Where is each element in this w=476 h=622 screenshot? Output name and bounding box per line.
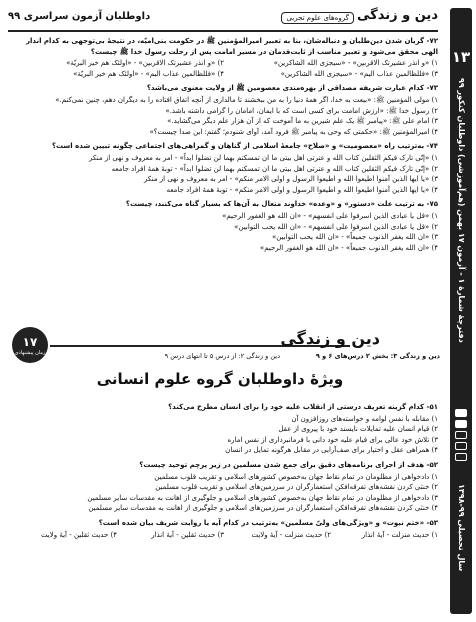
option: ۱) مولی المؤمنین ﷺ: «بیعت به خدا، اگر همهٔ دنیا را به من ببخشند تا مالداری از آنچه اتفاق افتاده را به دیگران دهم، چنین نمی‌کنم.» <box>55 95 438 104</box>
progress-dot <box>455 420 467 428</box>
option: ۴) امیرالمؤمنین ﷺ: «حکمتی که وحی به پیامبر ﷺ فرود آمد، آوای شنودم؛ گفتم: این صدا چیست؟» <box>149 127 438 136</box>
progress-dots <box>455 406 467 464</box>
page-header <box>8 10 438 32</box>
option: ۴) حدیث ثقلین - آیهٔ ولایت <box>40 530 117 539</box>
option: ۳) «ان الله یغفر الذنوب جمیعاً» - «ان الله یحب التوابین» <box>272 233 438 242</box>
question-text: ۵۲- هدف از اجرای برنامه‌های دقیق برای جمع شدن مسلمین در زیر پرچم توحید چیست؟ <box>139 460 438 469</box>
question-text: ۵۱- کدام گزینه تعریف درستی از انقلاب علیه خود را برای انسان مطرح می‌کند؟ <box>168 403 438 411</box>
header-subject-title: دین و زندگی <box>357 8 438 23</box>
option: ۴) «فللظالمین عذاب الیم» - «اولئک هم خیر البریّة» <box>73 69 224 78</box>
question-text: ۷۲- گریان شدن دین‌طلبان و دنباله‌شان، بنا به تعبیر امیرالمؤمنین ﷺ در حکومت بنی‌امیّه، در نتیجهٔ بی‌توجهی به کدام اندار الهی محقق می‌شود و تعبیر مناسب از ثابت‌قدمان در مسیر امامت پس از رحلت رسول خدا ﷺ چیست؟ <box>25 37 438 56</box>
option: ۳) «فللظالمین عذاب الیم» - «سیجزی الله الشاکرین» <box>280 69 438 78</box>
section-title: ویژهٔ داوطلبان گروه علوم انسانی <box>96 370 344 388</box>
header-exam-title: داوطلبان آزمون سراسری ۹۹ <box>8 11 151 22</box>
option: ۱) «قل یا عبادی الذین اسرفوا علی انفسهم» - «ان الله هو الغفور الرحیم» <box>222 211 438 220</box>
option: ۴) خنثی کردن نقشه‌های تفرقه‌افکن استعمارگران در سرزمین‌های اسلامی و جلوگیری از اهانت به مقدسات سایر مسلمین <box>88 504 438 513</box>
suggested-time-number: ۱۷ <box>22 335 38 349</box>
page-number: ۱۳ <box>451 48 471 66</box>
option: ۲) «و انذر عشیرتک الاقربین» - «اولئک هم خیر البریّة» <box>66 59 224 68</box>
suggested-time-label: زمان پیشنهادی <box>14 350 46 356</box>
question-block <box>10 199 438 253</box>
bottom-questions <box>10 402 438 540</box>
progress-dot <box>455 442 467 450</box>
side-academic-year: سال تحصیلی ۹۹-۱۳۹۸ <box>457 484 466 572</box>
option: ۲) حدیث منزلت - آیهٔ ولایت <box>251 530 331 539</box>
option: ۱) مقابله با نفس لوامه و خواسته‌های روزافزون آن <box>291 414 438 423</box>
question-block <box>10 36 438 79</box>
option: ۱) «و انذر عشیرتک الاقربین» - «سیجزی الله الشاکرین» <box>273 59 438 68</box>
question-block <box>10 402 438 456</box>
top-questions <box>10 36 438 253</box>
question-block <box>10 518 438 540</box>
option: ۴) «ان الله یغفر الذنوب جمیعاً» - «ان الله هو الغفور الرحیم» <box>259 243 438 252</box>
side-booklet-title: دفترچهٔ شمارهٔ ۱ - آزمون ۱۷ بهمن (هم‌آموزشی) داوطلبان کنکور ۹۹ <box>457 78 466 343</box>
question-text: ۷۵- به ترتیب علت «دستور» و «وعده» خداوند متعال به آن‌ها که بسیار گناه می‌کنند، چیست؟ <box>125 200 438 209</box>
side-strip-bar <box>450 8 472 614</box>
option: ۱) حدیث منزلت - آیهٔ انذار <box>361 530 438 539</box>
option: ۴) همراهی عقل و اختیار برای صف‌آرایی در مقابل هرگونه تمایل در انسان <box>225 446 438 455</box>
option: ۲) رسول خدا ﷺ: «ارزش امامت برای کسی است که با ایمان، امامان را گرامی داشته باشد.» <box>165 106 438 115</box>
option: ۳) تلاش خود عالی برای قیام علیه خود دانی با فرمانبرداری از نفس اماره <box>227 435 438 444</box>
progress-dot <box>455 453 467 461</box>
question-text: ۷۳- کدام عبارت شریفه مصداقی از بهره‌مندی معصومین ﷺ از ولایت معنوی می‌باشد؟ <box>146 84 438 93</box>
option: ۳) امام علی ﷺ: «پیامبر ﷺ یک علم شیرین به ما آموخت که از آن هزار علم دیگر می‌گشاید.» <box>167 117 438 126</box>
option: ۳) دادخواهی از مظلومان در تمام نقاط جهان به‌خصوص کشورهای اسلامی و جلوگیری از اهانت به مقدسات سایر مسلمین <box>87 493 438 502</box>
scope-book-2: دین و زندگی ۲: از درس ۵ تا انتهای درس ۹ <box>164 352 280 360</box>
option: ۲) «إنّی تارک فیکم الثقلین کتاب الله و عترتی اهل بیتی ما ان تمسکتم بهما لن تضلوا ابداً» - توبهٔ همهٔ افراد جامعه <box>111 164 438 173</box>
question-text: ۵۳- «ختم نبوت» و «ویژگی‌های ولیّ مسلمین» به‌ترتیب در کدام آیه یا روایت شریف بیان شده است؟ <box>98 518 438 527</box>
question-text: ۷۴- به‌ترتیب راه «معصومیت» و «صلاح» جامعهٔ اسلامی از گناهان و گمراهی‌های اجتماعی چگونه تبیین شده است؟ <box>51 142 438 151</box>
section-subject-title: دین و زندگی <box>280 329 380 348</box>
progress-dot <box>455 431 467 439</box>
option: ۲) قیام انسان علیه تمایلات نایسند خود با پیروی از عقل <box>278 425 438 434</box>
option: ۳) «یا ایها الذین آمنوا اطیعوا الله و اطیعوا الرسول و اولی الامر منکم» - امر به معروف و نهی از منکر <box>143 175 438 184</box>
option: ۱) «إنّی تارک فیکم الثقلین کتاب الله و عترتی اهل بیتی ما ان تمسکتم بهما لن تضلوا ابداً» - امر به معروف و نهی از منکر <box>89 153 438 162</box>
question-block <box>10 141 438 195</box>
option: ۲) «قل یا عبادی الذین اسرفوا علی انفسهم» - «ان الله یحب التوابین» <box>234 222 438 231</box>
scope-book-3: دین و زندگی ۳: بخش ۲ درس‌های ۶ و ۹ <box>315 352 440 360</box>
question-block <box>10 83 438 137</box>
option: ۴) «یا ایها الذین آمنوا اطیعوا الله و اطیعوا الرسول و اولی الامر منکم» - توبهٔ همهٔ افراد جامعه <box>166 185 438 194</box>
option: ۲) خنثی کردن نقشه‌های تفرقه‌افکن استعمارگران در سرزمین‌های اسلامی و تقریب قلوب مسلمین <box>155 483 438 492</box>
header-group-badge: گروه‌های علوم تجربی <box>281 12 354 24</box>
progress-dot <box>455 409 467 417</box>
option: ۱) دادخواهی از مظلومان در تمام نقاط جهان به‌خصوص کشورهای اسلامی و تقریب قلوب مسلمین <box>154 472 438 481</box>
section-scope-bar <box>10 352 440 362</box>
question-block <box>10 460 438 514</box>
side-strip <box>446 0 476 622</box>
option: ۳) حدیث ثقلین - آیهٔ انذار <box>151 530 224 539</box>
